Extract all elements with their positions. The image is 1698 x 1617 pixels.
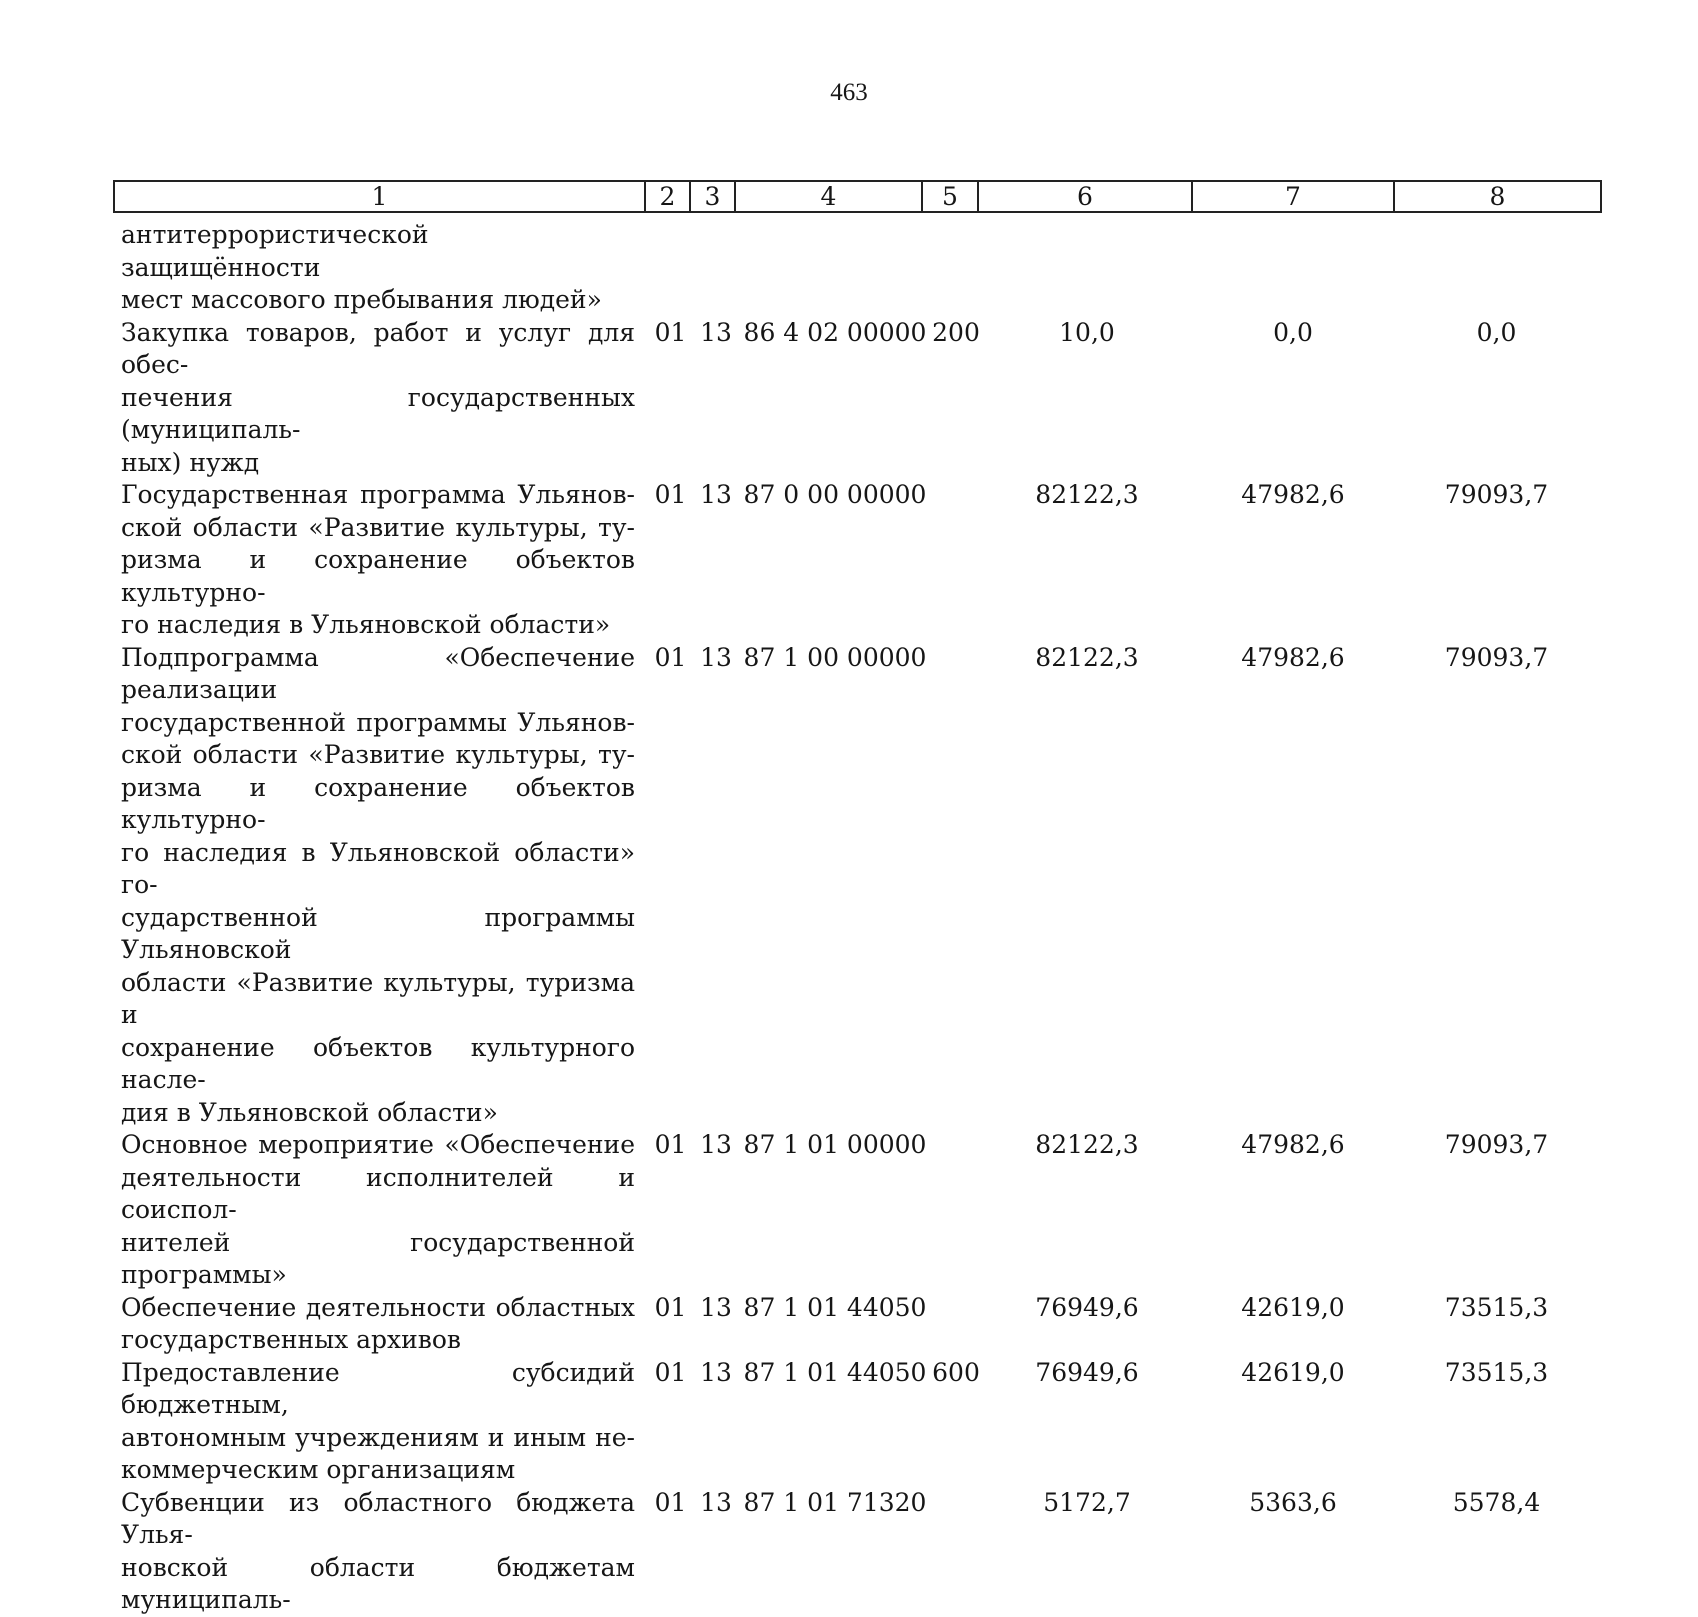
description-line: деятельности исполнителей и соиспол- bbox=[121, 1162, 635, 1224]
cell-col-7 bbox=[1192, 219, 1394, 317]
row-description bbox=[121, 479, 635, 642]
cell-col-4: 87 1 01 00000 bbox=[743, 1130, 927, 1159]
cell-col-3: 13 bbox=[700, 317, 732, 347]
cell-col-2: 01 bbox=[654, 1487, 687, 1517]
row-description bbox=[121, 642, 635, 1130]
row-description bbox=[121, 1487, 635, 1617]
cell-col-7: 47982,6 bbox=[1241, 480, 1345, 509]
header-cell-8: 8 bbox=[1489, 182, 1506, 211]
header-cell-3: 3 bbox=[691, 182, 736, 211]
header-cell-1: 1 bbox=[115, 182, 646, 211]
description-line: печения государственных (муниципаль- bbox=[121, 382, 635, 444]
cell-col-7: 47982,6 bbox=[1241, 1130, 1345, 1159]
description-line: области «Развитие культуры, туризма и bbox=[121, 967, 635, 1029]
cell-col-3: 13 bbox=[700, 642, 732, 672]
description-line: ской области «Развитие культуры, ту- bbox=[121, 740, 635, 769]
description-line: Субвенции из областного бюджета Улья- bbox=[121, 1487, 635, 1549]
description-line: сударственной программы Ульяновской bbox=[121, 902, 635, 964]
cell-col-3: 13 bbox=[700, 1357, 732, 1387]
table-row bbox=[121, 642, 1599, 1130]
cell-col-8: 79093,7 bbox=[1444, 1130, 1549, 1159]
description-line: Обеспечение деятельности областных bbox=[121, 1292, 635, 1322]
cell-col-6: 82122,3 bbox=[1035, 480, 1139, 509]
description-line: государственных архивов bbox=[121, 1325, 462, 1354]
cell-col-5: 200 bbox=[932, 317, 980, 347]
cell-col-4: 87 1 00 00000 bbox=[743, 642, 927, 672]
cell-col-3: 13 bbox=[700, 480, 732, 509]
cell-col-5: 600 bbox=[932, 1357, 980, 1387]
cell-col-2: 01 bbox=[654, 317, 687, 347]
cell-col-6: 5172,7 bbox=[1043, 1487, 1131, 1517]
cell-col-7: 5363,6 bbox=[1249, 1487, 1337, 1517]
cell-col-6: 82122,3 bbox=[1035, 642, 1139, 672]
cell-col-6: 10,0 bbox=[1059, 317, 1115, 347]
header-cell-6: 6 bbox=[979, 182, 1193, 211]
row-description bbox=[121, 1292, 635, 1357]
cell-col-2: 01 bbox=[654, 1292, 687, 1322]
cell-col-2: 01 bbox=[654, 1357, 687, 1387]
cell-col-6: 76949,6 bbox=[1035, 1292, 1139, 1322]
cell-col-2: 01 bbox=[654, 642, 687, 672]
description-line: го наследия в Ульяновской области» го- bbox=[121, 837, 635, 899]
table-body bbox=[121, 219, 1599, 1617]
cell-col-5 bbox=[930, 219, 982, 317]
cell-col-8: 73515,3 bbox=[1444, 1357, 1549, 1387]
cell-col-8: 79093,7 bbox=[1444, 480, 1549, 509]
description-line: ской области «Развитие культуры, ту- bbox=[121, 512, 635, 542]
cell-col-5 bbox=[930, 1292, 982, 1357]
table-row bbox=[121, 317, 1599, 480]
cell-col-8: 0,0 bbox=[1476, 317, 1517, 347]
cell-col-4 bbox=[740, 219, 930, 317]
row-description bbox=[121, 1357, 635, 1487]
row-description bbox=[121, 1129, 635, 1292]
header-cell-7: 7 bbox=[1193, 182, 1395, 211]
description-line: государственной программы Ульянов- bbox=[121, 707, 635, 737]
description-line: антитеррористической защищённости bbox=[121, 220, 429, 282]
cell-col-4: 87 0 00 00000 bbox=[743, 480, 927, 509]
description-line: ных) нужд bbox=[121, 447, 260, 477]
cell-col-6: 82122,3 bbox=[1035, 1130, 1139, 1159]
header-cell-5: 5 bbox=[923, 182, 979, 211]
cell-col-7: 42619,0 bbox=[1241, 1292, 1345, 1322]
cell-col-6: 76949,6 bbox=[1035, 1357, 1139, 1387]
description-line: Предоставление субсидий бюджетным, bbox=[121, 1357, 635, 1419]
header-cell-2: 2 bbox=[646, 182, 691, 211]
cell-col-3: 13 bbox=[700, 1130, 732, 1159]
cell-col-5 bbox=[930, 479, 982, 642]
cell-col-8: 73515,3 bbox=[1444, 1292, 1549, 1322]
table-row bbox=[121, 219, 1599, 317]
cell-col-2: 01 bbox=[654, 480, 687, 509]
table-row bbox=[121, 1129, 1599, 1292]
cell-col-7: 47982,6 bbox=[1241, 642, 1345, 672]
description-line: дия в Ульяновской области» bbox=[121, 1097, 498, 1127]
description-line: Государственная программа Ульянов- bbox=[121, 480, 635, 509]
cell-col-4: 87 1 01 44050 bbox=[743, 1357, 927, 1387]
cell-col-7: 42619,0 bbox=[1241, 1357, 1345, 1387]
cell-col-2: 01 bbox=[654, 1130, 687, 1159]
cell-col-5 bbox=[930, 642, 982, 1130]
page-number: 463 bbox=[830, 79, 868, 106]
row-description bbox=[121, 219, 635, 317]
cell-col-5 bbox=[930, 1487, 982, 1617]
table-header bbox=[113, 180, 1602, 213]
table-row bbox=[121, 479, 1599, 642]
description-line: коммерческим организациям bbox=[121, 1455, 516, 1484]
cell-col-5 bbox=[930, 1129, 982, 1292]
cell-col-4: 87 1 01 44050 bbox=[743, 1292, 927, 1322]
description-line: Закупка товаров, работ и услуг для обес- bbox=[121, 317, 635, 379]
cell-col-3: 13 bbox=[700, 1487, 732, 1517]
description-line: го наследия в Ульяновской области» bbox=[121, 610, 611, 639]
description-line: Основное мероприятие «Обеспечение bbox=[121, 1130, 635, 1159]
cell-col-8: 5578,4 bbox=[1452, 1487, 1541, 1517]
cell-col-8: 79093,7 bbox=[1444, 642, 1549, 672]
cell-col-8 bbox=[1394, 219, 1599, 317]
cell-col-4: 86 4 02 00000 bbox=[743, 317, 927, 347]
table-row bbox=[121, 1487, 1599, 1617]
description-line: сохранение объектов культурного насле- bbox=[121, 1032, 635, 1094]
description-line: мест массового пребывания людей» bbox=[121, 285, 602, 314]
cell-col-4: 87 1 01 71320 bbox=[743, 1487, 927, 1517]
cell-col-2 bbox=[647, 219, 694, 317]
header-cell-4: 4 bbox=[736, 182, 923, 211]
row-description bbox=[121, 317, 635, 480]
description-line: ризма и сохранение объектов культурно- bbox=[121, 545, 635, 607]
description-line: ризма и сохранение объектов культурно- bbox=[121, 772, 635, 834]
description-line: нителей государственной программы» bbox=[121, 1227, 635, 1289]
description-line: Подпрограмма «Обеспечение реализации bbox=[121, 642, 635, 704]
table-row bbox=[121, 1357, 1599, 1487]
cell-col-7: 0,0 bbox=[1273, 317, 1313, 347]
cell-col-3 bbox=[694, 219, 738, 317]
description-line: новской области бюджетам муниципаль- bbox=[121, 1552, 635, 1614]
description-line: автономным учреждениям и иным не- bbox=[121, 1422, 635, 1452]
cell-col-6 bbox=[982, 219, 1192, 317]
table-row bbox=[121, 1292, 1599, 1357]
cell-col-3: 13 bbox=[700, 1292, 732, 1322]
